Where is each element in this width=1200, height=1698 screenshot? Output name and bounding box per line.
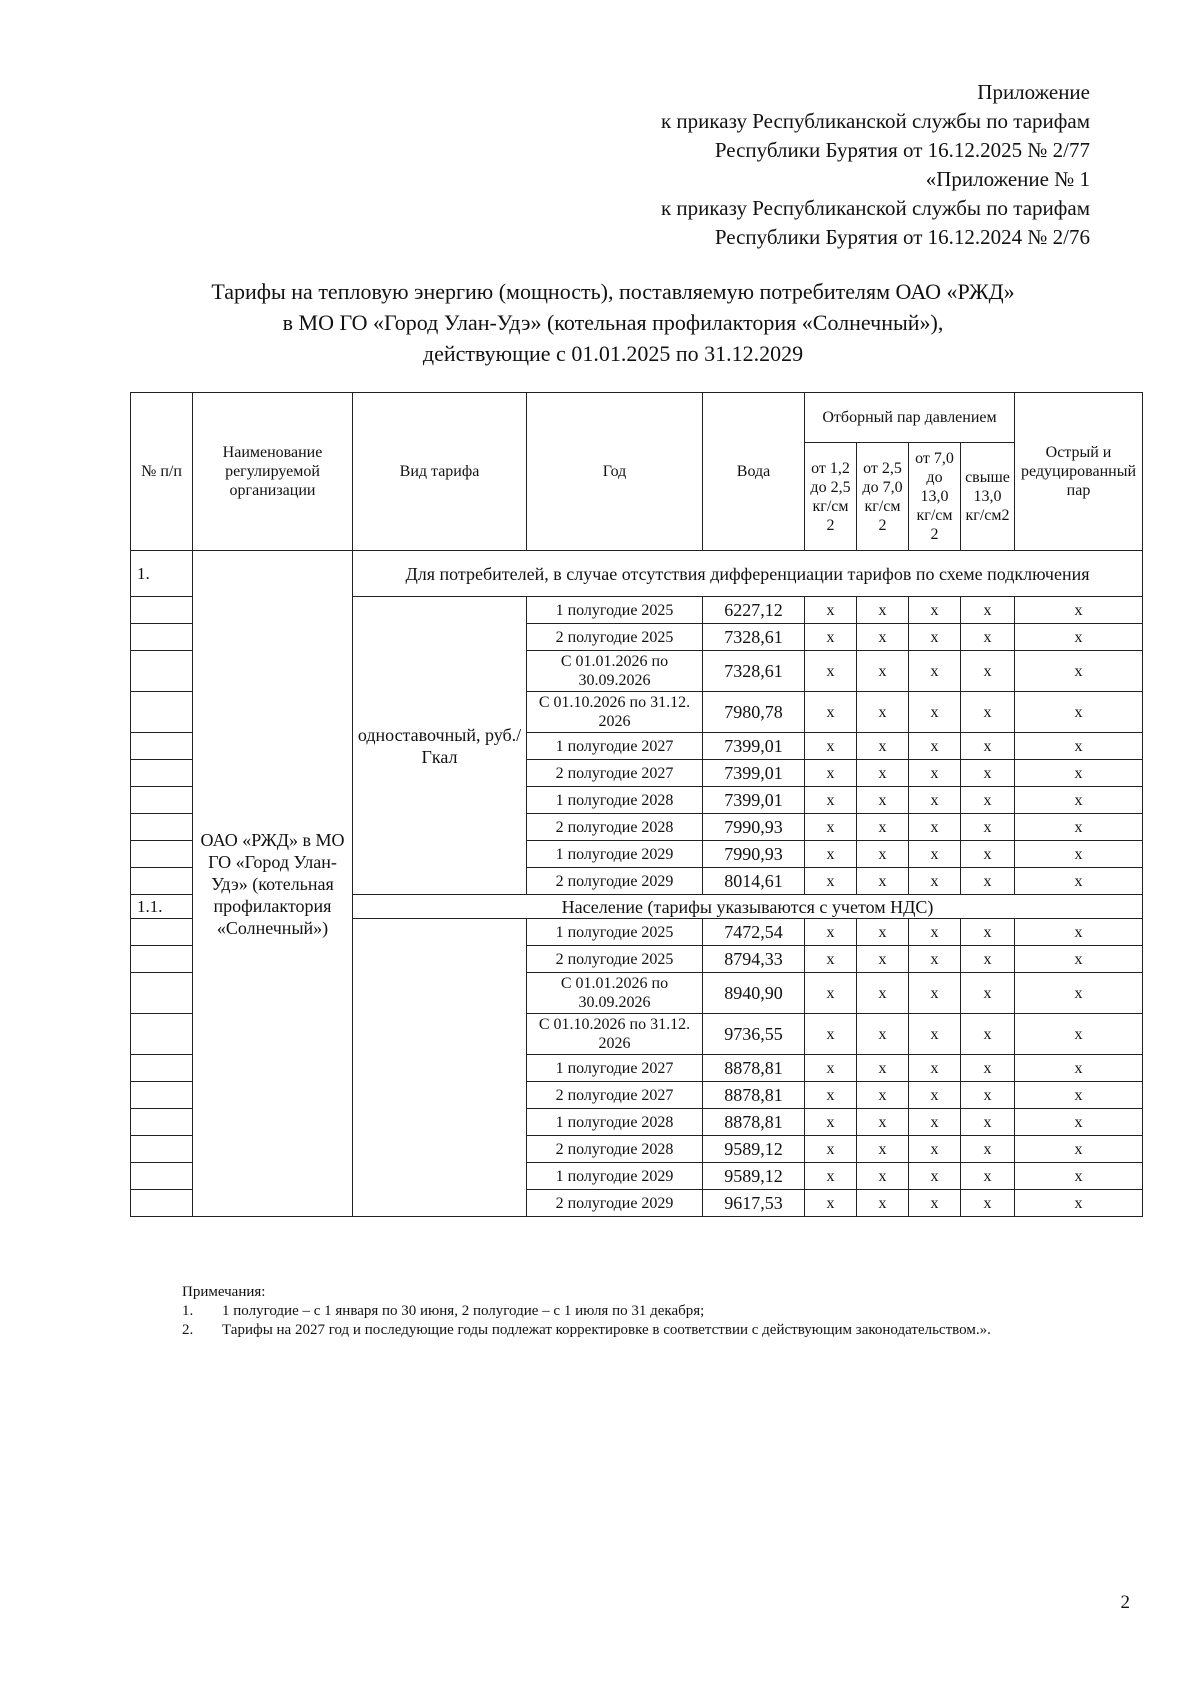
- row-number-cell: [131, 1014, 193, 1055]
- period-cell: С 01.01.2026 по 30.09.2026: [527, 651, 703, 692]
- period-cell: 1 полугодие 2027: [527, 733, 703, 760]
- not-applicable-mark: х: [961, 733, 1015, 760]
- page-number: 2: [1120, 1592, 1130, 1613]
- section-title: Для потребителей, в случае отсутствия дифференциации тарифов по схеме подключения: [353, 551, 1143, 597]
- not-applicable-mark: х: [857, 787, 909, 814]
- not-applicable-mark: х: [1015, 946, 1143, 973]
- row-number-cell: [131, 814, 193, 841]
- period-cell: С 01.01.2026 по 30.09.2026: [527, 973, 703, 1014]
- not-applicable-mark: х: [961, 973, 1015, 1014]
- section-number: 1.: [131, 551, 193, 597]
- not-applicable-mark: х: [805, 841, 857, 868]
- not-applicable-mark: х: [805, 733, 857, 760]
- header-org: Наименование регулируемой организации: [193, 393, 353, 551]
- tariff-type: [353, 919, 527, 1217]
- not-applicable-mark: х: [961, 1136, 1015, 1163]
- not-applicable-mark: х: [805, 651, 857, 692]
- header-line: Приложение: [977, 80, 1090, 104]
- organization-name: ОАО «РЖД» в МО ГО «Город Улан-Удэ» (котельная профилактория «Солнечный»): [193, 551, 353, 1217]
- tariff-type: одноставочный, руб./Гкал: [353, 597, 527, 895]
- not-applicable-mark: х: [961, 1190, 1015, 1217]
- not-applicable-mark: х: [1015, 1082, 1143, 1109]
- header-line: к приказу Республиканской службы по тарифам: [660, 196, 1090, 220]
- water-tariff-cell: 7472,54: [703, 919, 805, 946]
- row-number-cell: [131, 624, 193, 651]
- note-number: 2.: [182, 1322, 194, 1338]
- not-applicable-mark: х: [909, 868, 961, 895]
- row-number-cell: [131, 1055, 193, 1082]
- not-applicable-mark: х: [805, 692, 857, 733]
- not-applicable-mark: х: [1015, 597, 1143, 624]
- water-tariff-cell: 9736,55: [703, 1014, 805, 1055]
- header-num: № п/п: [131, 393, 193, 551]
- not-applicable-mark: х: [1015, 1109, 1143, 1136]
- not-applicable-mark: х: [857, 946, 909, 973]
- not-applicable-mark: х: [909, 597, 961, 624]
- not-applicable-mark: х: [805, 1190, 857, 1217]
- not-applicable-mark: х: [1015, 868, 1143, 895]
- not-applicable-mark: х: [857, 814, 909, 841]
- header-steam-1: от 1,2 до 2,5 кг/см 2: [805, 443, 857, 551]
- not-applicable-mark: х: [805, 1136, 857, 1163]
- water-tariff-cell: 7980,78: [703, 692, 805, 733]
- not-applicable-mark: х: [857, 1082, 909, 1109]
- period-cell: 2 полугодие 2028: [527, 1136, 703, 1163]
- not-applicable-mark: х: [961, 1055, 1015, 1082]
- not-applicable-mark: х: [1015, 1055, 1143, 1082]
- not-applicable-mark: х: [909, 1055, 961, 1082]
- row-number-cell: [131, 868, 193, 895]
- not-applicable-mark: х: [805, 760, 857, 787]
- not-applicable-mark: х: [909, 1109, 961, 1136]
- row-number-cell: [131, 1163, 193, 1190]
- not-applicable-mark: х: [1015, 787, 1143, 814]
- row-number-cell: [131, 1109, 193, 1136]
- not-applicable-mark: х: [805, 1163, 857, 1190]
- section-title: Население (тарифы указываются с учетом НДС): [353, 895, 1143, 919]
- row-number-cell: [131, 692, 193, 733]
- not-applicable-mark: х: [805, 597, 857, 624]
- not-applicable-mark: х: [857, 692, 909, 733]
- not-applicable-mark: х: [805, 1109, 857, 1136]
- not-applicable-mark: х: [961, 919, 1015, 946]
- not-applicable-mark: х: [909, 1136, 961, 1163]
- period-cell: С 01.10.2026 по 31.12. 2026: [527, 1014, 703, 1055]
- not-applicable-mark: х: [805, 973, 857, 1014]
- note-number: 1.: [182, 1303, 194, 1319]
- not-applicable-mark: х: [961, 651, 1015, 692]
- not-applicable-mark: х: [857, 760, 909, 787]
- row-number-cell: [131, 919, 193, 946]
- not-applicable-mark: х: [857, 1163, 909, 1190]
- not-applicable-mark: х: [805, 1055, 857, 1082]
- not-applicable-mark: х: [1015, 1136, 1143, 1163]
- period-cell: 1 полугодие 2028: [527, 787, 703, 814]
- row-number-cell: [131, 841, 193, 868]
- tariff-table: [130, 392, 1143, 1217]
- not-applicable-mark: х: [961, 597, 1015, 624]
- not-applicable-mark: х: [857, 868, 909, 895]
- period-cell: 2 полугодие 2027: [527, 1082, 703, 1109]
- not-applicable-mark: х: [961, 1163, 1015, 1190]
- not-applicable-mark: х: [961, 760, 1015, 787]
- not-applicable-mark: х: [1015, 841, 1143, 868]
- header-steam-4: свыше 13,0 кг/см2: [961, 443, 1015, 551]
- water-tariff-cell: 7399,01: [703, 733, 805, 760]
- not-applicable-mark: х: [909, 919, 961, 946]
- note-text: Тарифы на 2027 год и последующие годы подлежат корректировке в соответствии с действующим законодательством.».: [222, 1322, 991, 1338]
- row-number-cell: [131, 946, 193, 973]
- water-tariff-cell: 9589,12: [703, 1136, 805, 1163]
- not-applicable-mark: х: [857, 1014, 909, 1055]
- not-applicable-mark: х: [857, 624, 909, 651]
- not-applicable-mark: х: [805, 1082, 857, 1109]
- not-applicable-mark: х: [909, 733, 961, 760]
- water-tariff-cell: 8794,33: [703, 946, 805, 973]
- not-applicable-mark: х: [961, 868, 1015, 895]
- period-cell: 1 полугодие 2025: [527, 919, 703, 946]
- water-tariff-cell: 8878,81: [703, 1055, 805, 1082]
- not-applicable-mark: х: [909, 1190, 961, 1217]
- not-applicable-mark: х: [909, 787, 961, 814]
- header-line: Республики Бурятия от 16.12.2025 № 2/77: [714, 138, 1090, 162]
- not-applicable-mark: х: [857, 733, 909, 760]
- header-steam-group: Отборный пар давлением: [805, 393, 1015, 443]
- period-cell: 2 полугодие 2027: [527, 760, 703, 787]
- row-number-cell: [131, 1190, 193, 1217]
- not-applicable-mark: х: [857, 1055, 909, 1082]
- not-applicable-mark: х: [1015, 919, 1143, 946]
- not-applicable-mark: х: [1015, 760, 1143, 787]
- section-number: 1.1.: [131, 895, 193, 919]
- not-applicable-mark: х: [961, 1082, 1015, 1109]
- period-cell: 2 полугодие 2029: [527, 1190, 703, 1217]
- not-applicable-mark: х: [1015, 651, 1143, 692]
- not-applicable-mark: х: [857, 597, 909, 624]
- not-applicable-mark: х: [909, 946, 961, 973]
- not-applicable-mark: х: [1015, 1190, 1143, 1217]
- period-cell: 1 полугодие 2027: [527, 1055, 703, 1082]
- period-cell: 2 полугодие 2025: [527, 624, 703, 651]
- document-title: [150, 276, 1076, 369]
- not-applicable-mark: х: [909, 624, 961, 651]
- row-number-cell: [131, 597, 193, 624]
- row-number-cell: [131, 733, 193, 760]
- row-number-cell: [131, 1136, 193, 1163]
- water-tariff-cell: 7399,01: [703, 787, 805, 814]
- appendix-header: [661, 78, 1090, 252]
- water-tariff-cell: 8940,90: [703, 973, 805, 1014]
- period-cell: 1 полугодие 2029: [527, 841, 703, 868]
- header-tariff-type: Вид тарифа: [353, 393, 527, 551]
- period-cell: 1 полугодие 2028: [527, 1109, 703, 1136]
- not-applicable-mark: х: [1015, 814, 1143, 841]
- water-tariff-cell: 9589,12: [703, 1163, 805, 1190]
- not-applicable-mark: х: [909, 841, 961, 868]
- header-steam-3: от 7,0 до 13,0 кг/см 2: [909, 443, 961, 551]
- not-applicable-mark: х: [909, 1082, 961, 1109]
- period-cell: 2 полугодие 2028: [527, 814, 703, 841]
- row-number-cell: [131, 973, 193, 1014]
- note-item: [182, 1321, 1132, 1340]
- not-applicable-mark: х: [857, 1109, 909, 1136]
- not-applicable-mark: х: [909, 973, 961, 1014]
- not-applicable-mark: х: [961, 946, 1015, 973]
- not-applicable-mark: х: [961, 841, 1015, 868]
- not-applicable-mark: х: [805, 946, 857, 973]
- period-cell: С 01.10.2026 по 31.12. 2026: [527, 692, 703, 733]
- not-applicable-mark: х: [805, 919, 857, 946]
- title-line: действующие с 01.01.2025 по 31.12.2029: [422, 341, 804, 366]
- period-cell: 1 полугодие 2025: [527, 597, 703, 624]
- not-applicable-mark: х: [909, 1163, 961, 1190]
- water-tariff-cell: 7990,93: [703, 841, 805, 868]
- not-applicable-mark: х: [909, 760, 961, 787]
- not-applicable-mark: х: [857, 973, 909, 1014]
- row-number-cell: [131, 1082, 193, 1109]
- not-applicable-mark: х: [909, 814, 961, 841]
- period-cell: 2 полугодие 2025: [527, 946, 703, 973]
- title-line: Тарифы на тепловую энергию (мощность), поставляемую потребителям ОАО «РЖД»: [211, 279, 1015, 304]
- notes: [182, 1283, 1132, 1340]
- note-text: 1 полугодие – с 1 января по 30 июня, 2 полугодие – с 1 июля по 31 декабря;: [222, 1303, 705, 1319]
- not-applicable-mark: х: [857, 1136, 909, 1163]
- not-applicable-mark: х: [1015, 692, 1143, 733]
- period-cell: 2 полугодие 2029: [527, 868, 703, 895]
- not-applicable-mark: х: [857, 841, 909, 868]
- header-steam-2: от 2,5 до 7,0 кг/см 2: [857, 443, 909, 551]
- not-applicable-mark: х: [857, 1190, 909, 1217]
- not-applicable-mark: х: [961, 787, 1015, 814]
- not-applicable-mark: х: [1015, 733, 1143, 760]
- not-applicable-mark: х: [961, 1014, 1015, 1055]
- not-applicable-mark: х: [1015, 1163, 1143, 1190]
- not-applicable-mark: х: [961, 814, 1015, 841]
- header-sharp-steam: Острый и редуцированный пар: [1015, 393, 1143, 551]
- not-applicable-mark: х: [805, 868, 857, 895]
- not-applicable-mark: х: [1015, 624, 1143, 651]
- water-tariff-cell: 8878,81: [703, 1082, 805, 1109]
- not-applicable-mark: х: [961, 624, 1015, 651]
- water-tariff-cell: 9617,53: [703, 1190, 805, 1217]
- not-applicable-mark: х: [909, 692, 961, 733]
- not-applicable-mark: х: [805, 624, 857, 651]
- header-year: Год: [527, 393, 703, 551]
- header-line: Республики Бурятия от 16.12.2024 № 2/76: [714, 225, 1090, 249]
- row-number-cell: [131, 651, 193, 692]
- not-applicable-mark: х: [857, 919, 909, 946]
- header-water: Вода: [703, 393, 805, 551]
- row-number-cell: [131, 787, 193, 814]
- header-line: к приказу Республиканской службы по тарифам: [660, 109, 1090, 133]
- water-tariff-cell: 7399,01: [703, 760, 805, 787]
- water-tariff-cell: 7990,93: [703, 814, 805, 841]
- not-applicable-mark: х: [1015, 973, 1143, 1014]
- water-tariff-cell: 6227,12: [703, 597, 805, 624]
- not-applicable-mark: х: [805, 1014, 857, 1055]
- row-number-cell: [131, 760, 193, 787]
- header-line: «Приложение № 1: [925, 167, 1090, 191]
- water-tariff-cell: 8878,81: [703, 1109, 805, 1136]
- not-applicable-mark: х: [909, 651, 961, 692]
- period-cell: 1 полугодие 2029: [527, 1163, 703, 1190]
- note-item: [182, 1302, 1132, 1321]
- not-applicable-mark: х: [805, 787, 857, 814]
- water-tariff-cell: 7328,61: [703, 651, 805, 692]
- not-applicable-mark: х: [961, 1109, 1015, 1136]
- not-applicable-mark: х: [909, 1014, 961, 1055]
- title-line: в МО ГО «Город Улан-Удэ» (котельная профилактория «Солнечный»),: [282, 310, 944, 335]
- notes-title: Примечания:: [182, 1284, 266, 1300]
- section-row: [131, 551, 1143, 597]
- not-applicable-mark: х: [1015, 1014, 1143, 1055]
- not-applicable-mark: х: [961, 692, 1015, 733]
- not-applicable-mark: х: [857, 651, 909, 692]
- water-tariff-cell: 8014,61: [703, 868, 805, 895]
- water-tariff-cell: 7328,61: [703, 624, 805, 651]
- not-applicable-mark: х: [805, 814, 857, 841]
